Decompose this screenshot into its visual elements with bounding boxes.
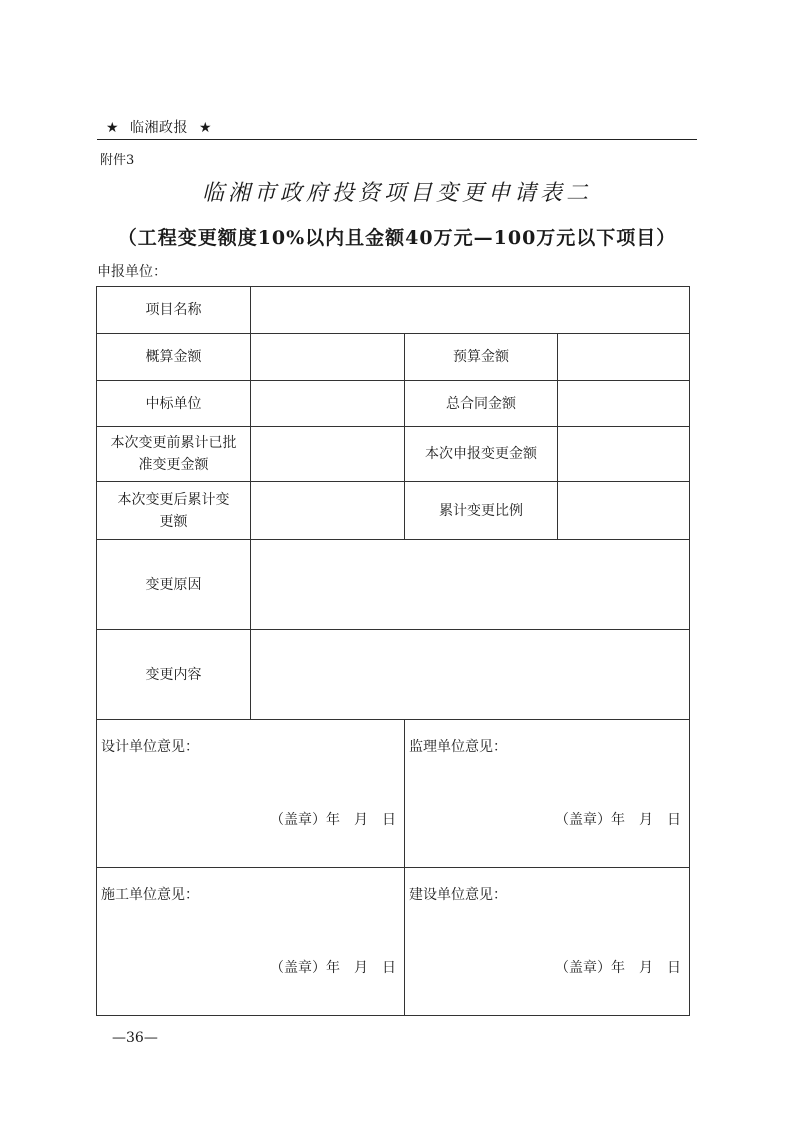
form-subtitle: （工程变更额度10%以内且金额40万元—100万元以下项目） <box>117 227 677 249</box>
change-ratio-value[interactable] <box>558 482 690 540</box>
table-row <box>97 334 690 381</box>
application-form-table <box>96 286 690 1016</box>
owner-opinion-cell[interactable] <box>405 868 690 1016</box>
budget-forecast-value[interactable] <box>558 334 690 381</box>
budget-estimate-label: 概算金额 <box>97 334 251 381</box>
cumulative-after-value[interactable] <box>251 482 405 540</box>
cumulative-before-label: 本次变更前累计已批准变更金额 <box>97 427 251 482</box>
cumulative-before-value[interactable] <box>251 427 405 482</box>
supervision-opinion-cell[interactable] <box>405 720 690 868</box>
total-contract-label: 总合同金额 <box>405 381 558 427</box>
attachment-label: 附件3 <box>100 153 135 168</box>
change-ratio-label: 累计变更比例 <box>405 482 558 540</box>
seal-date-text: （盖章）年 月 日 <box>555 812 682 828</box>
star-icon: ★ <box>106 120 120 136</box>
budget-estimate-value[interactable] <box>251 334 405 381</box>
project-name-label: 项目名称 <box>97 287 251 334</box>
page-number: —36— <box>112 1030 158 1046</box>
budget-forecast-label: 预算金额 <box>405 334 558 381</box>
table-row <box>97 630 690 720</box>
change-content-label: 变更内容 <box>97 630 251 720</box>
project-name-value[interactable] <box>251 287 690 334</box>
table-row <box>97 868 690 1016</box>
design-opinion-label: 设计单位意见： <box>101 739 199 755</box>
supervision-opinion-label: 监理单位意见： <box>409 739 507 755</box>
construction-opinion-label: 施工单位意见： <box>101 887 199 903</box>
cumulative-after-label: 本次变更后累计变更额 <box>97 482 251 540</box>
table-row <box>97 381 690 427</box>
table-row <box>97 540 690 630</box>
change-amount-value[interactable] <box>558 427 690 482</box>
winning-bidder-label: 中标单位 <box>97 381 251 427</box>
star-icon: ★ <box>198 120 213 136</box>
table-row <box>97 720 690 868</box>
change-content-value[interactable] <box>251 630 690 720</box>
change-reason-value[interactable] <box>251 540 690 630</box>
seal-date-text: （盖章）年 月 日 <box>270 960 396 976</box>
change-reason-label: 变更原因 <box>97 540 251 630</box>
construction-opinion-cell[interactable] <box>97 868 405 1016</box>
winning-bidder-value[interactable] <box>251 381 405 427</box>
table-row <box>97 287 690 334</box>
change-amount-label: 本次申报变更金额 <box>405 427 558 482</box>
header-divider <box>97 139 697 140</box>
design-opinion-cell[interactable] <box>97 720 405 868</box>
seal-date-text: （盖章）年 月 日 <box>270 812 396 828</box>
page-header <box>100 117 218 137</box>
table-row <box>97 482 690 540</box>
total-contract-value[interactable] <box>558 381 690 427</box>
applicant-label: 申报单位： <box>97 264 167 280</box>
form-title: 临湘市政府投资项目变更申请表二 <box>201 181 592 206</box>
header-title: 临湘政报 <box>130 120 189 136</box>
seal-date-text: （盖章）年 月 日 <box>555 960 682 976</box>
owner-opinion-label: 建设单位意见： <box>409 887 507 903</box>
table-row <box>97 427 690 482</box>
